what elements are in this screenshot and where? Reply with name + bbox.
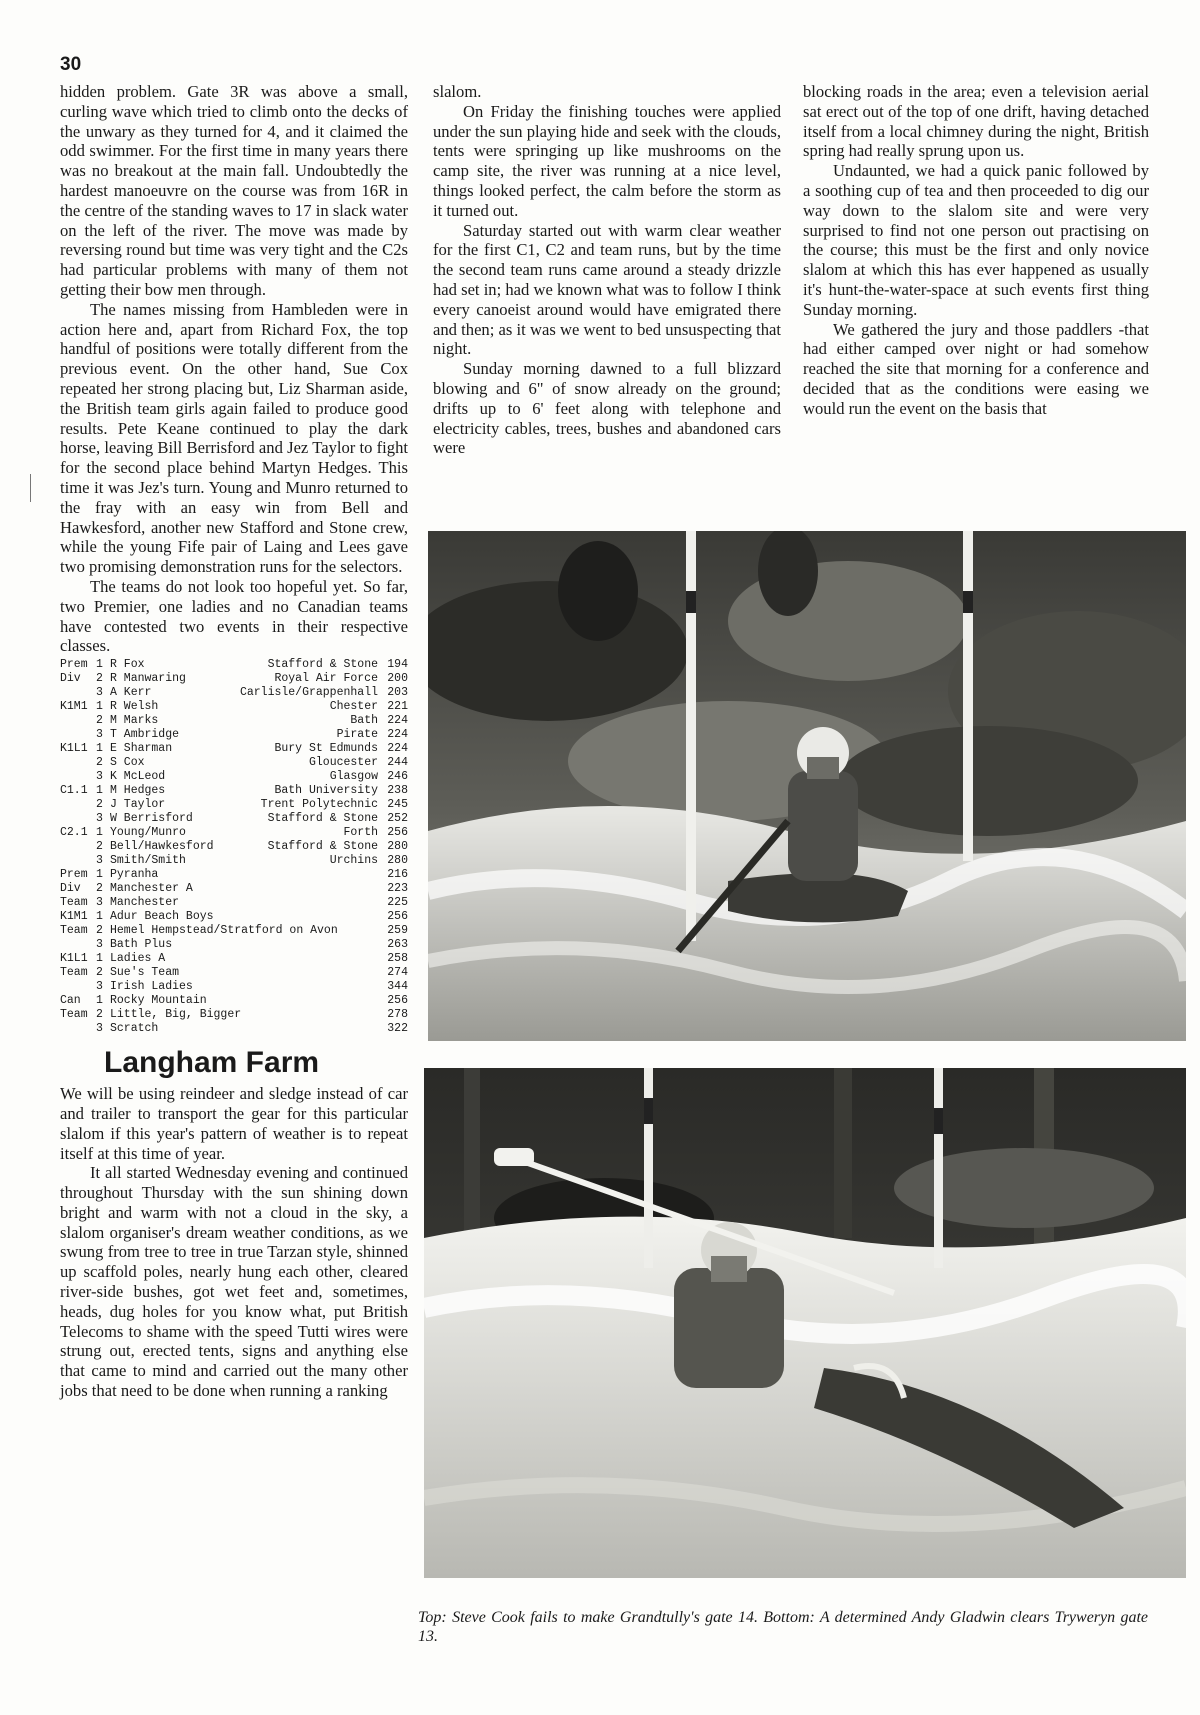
results-club: Chester bbox=[329, 700, 378, 714]
results-class: C1.1 bbox=[60, 784, 88, 798]
results-class bbox=[60, 728, 96, 742]
paragraph: Sunday morning dawned to a full blizzard blowing and 6" of snow already on the ground; drifts up to 6' feet along with telephone and electricity cables, trees, bushes and abandoned cars were bbox=[433, 359, 781, 458]
results-row bbox=[60, 994, 408, 1008]
paragraph: It all started Wednesday evening and continued throughout Thursday with the sun shining down bright and warm with not a cloud in the sky, a slalom organiser's dream weather conditions, as we swung from tree to tree in true Tarzan style, shinned up scaffold poles, nearly hung each other, cleared river-side bushes, got wet feet and, sometimes, heads, dug holes for you know what, put British Telecoms to shame with the speed Tutti wires were strung out, erected tents, signs and anything else that came to mind and carried out the many other jobs that need to be done when running a ranking bbox=[60, 1163, 408, 1401]
results-position: 2 bbox=[96, 1008, 103, 1022]
results-club: Bath University bbox=[274, 784, 378, 798]
article-column-2 bbox=[433, 82, 781, 458]
results-name: W Berrisford bbox=[110, 812, 193, 826]
results-class bbox=[60, 938, 96, 952]
results-name: A Kerr bbox=[110, 686, 152, 700]
results-club: Forth bbox=[343, 826, 378, 840]
results-row bbox=[60, 910, 408, 924]
results-row bbox=[60, 700, 408, 714]
results-position: 1 bbox=[96, 868, 103, 882]
results-position: 3 bbox=[96, 770, 103, 784]
results-name: R Manwaring bbox=[110, 672, 186, 686]
results-name: Little, Big, Bigger bbox=[110, 1008, 242, 1022]
results-position: 1 bbox=[96, 742, 103, 756]
photo-top-canoeist bbox=[428, 531, 1186, 1041]
results-position: 2 bbox=[96, 966, 103, 980]
results-row bbox=[60, 798, 408, 812]
results-row bbox=[60, 938, 408, 952]
results-class: K1L1 bbox=[60, 742, 88, 756]
results-row bbox=[60, 770, 408, 784]
results-score: 238 bbox=[387, 784, 408, 798]
results-position: 1 bbox=[96, 784, 103, 798]
results-class: Div bbox=[60, 672, 81, 686]
results-name: Hemel Hempstead/Stratford on Avon bbox=[110, 924, 338, 938]
results-score: 256 bbox=[387, 826, 408, 840]
results-score: 224 bbox=[387, 742, 408, 756]
results-score: 224 bbox=[387, 714, 408, 728]
results-name: Young/Munro bbox=[110, 826, 186, 840]
results-row bbox=[60, 728, 408, 742]
results-club: Urchins bbox=[329, 854, 378, 868]
results-class: Can bbox=[60, 994, 81, 1008]
results-name: Manchester bbox=[110, 896, 180, 910]
results-position: 3 bbox=[96, 896, 103, 910]
results-score: 246 bbox=[387, 770, 408, 784]
results-score: 256 bbox=[387, 994, 408, 1008]
results-row bbox=[60, 742, 408, 756]
results-class bbox=[60, 686, 96, 700]
results-class bbox=[60, 980, 96, 994]
results-name: R Welsh bbox=[110, 700, 159, 714]
results-score: 224 bbox=[387, 728, 408, 742]
results-club: Pirate bbox=[336, 728, 378, 742]
results-class bbox=[60, 770, 96, 784]
paragraph: hidden problem. Gate 3R was above a small, curling wave which tried to climb onto the decks of the unwary as they turned for 4, and it claimed the odd swimmer. For the first time in many years there was no breakout at the main fall. Undoubtedly the hardest manoeuvre on the course was from 16R in the centre of the standing waves to 17 in slack water on the left of the river. The move was made by reversing round but time was very tight and the C2s had particular problems with many of them not getting their bow men through. bbox=[60, 82, 408, 299]
paragraph: The names missing from Hambleden were in action here and, apart from Richard Fox, the top handful of positions were totally different from the previous event. On the other hand, Sue Cox repeated her strong placing but, Liz Sharman aside, the British team girls again failed to produce good results. Pete Keane continued to play the dark horse, leaving Bill Berrisford and Jez Taylor to fight for the second place behind Martyn Hedges. This time it was Jez's turn. Young and Munro returned to the fray with an easy win from Bell and Hawkesford, another new Stafford and Stone crew, while the young Fife pair of Laing and Lees gave two promising demonstration runs for the selectors. bbox=[60, 299, 408, 577]
scan-mark bbox=[30, 474, 31, 502]
results-name: Bell/Hawkesford bbox=[110, 840, 214, 854]
results-class bbox=[60, 798, 96, 812]
results-position: 3 bbox=[96, 938, 103, 952]
results-score: 203 bbox=[387, 686, 408, 700]
results-class: Prem bbox=[60, 658, 88, 672]
results-club: Royal Air Force bbox=[274, 672, 378, 686]
results-class: Team bbox=[60, 966, 88, 980]
results-name: Rocky Mountain bbox=[110, 994, 207, 1008]
results-position: 1 bbox=[96, 826, 103, 840]
results-score: 344 bbox=[387, 980, 408, 994]
article-column-3 bbox=[803, 82, 1149, 419]
results-name: Scratch bbox=[110, 1022, 159, 1036]
results-row bbox=[60, 784, 408, 798]
results-row bbox=[60, 966, 408, 980]
results-class: Team bbox=[60, 1008, 88, 1022]
results-row bbox=[60, 826, 408, 840]
results-club: Trent Polytechnic bbox=[260, 798, 378, 812]
results-name: Adur Beach Boys bbox=[110, 910, 214, 924]
results-score: 256 bbox=[387, 910, 408, 924]
results-name: Smith/Smith bbox=[110, 854, 186, 868]
results-class bbox=[60, 1022, 96, 1036]
results-row bbox=[60, 1008, 408, 1022]
results-class: Team bbox=[60, 924, 88, 938]
paragraph: slalom. bbox=[433, 82, 482, 101]
results-class bbox=[60, 756, 96, 770]
results-name: S Cox bbox=[110, 756, 145, 770]
section-heading: Langham Farm bbox=[104, 1046, 320, 1080]
results-position: 2 bbox=[96, 924, 103, 938]
results-class: K1M1 bbox=[60, 910, 88, 924]
results-row bbox=[60, 714, 408, 728]
results-score: 263 bbox=[387, 938, 408, 952]
results-name: R Fox bbox=[110, 658, 145, 672]
results-name: M Marks bbox=[110, 714, 159, 728]
results-position: 3 bbox=[96, 854, 103, 868]
results-position: 3 bbox=[96, 812, 103, 826]
results-row bbox=[60, 756, 408, 770]
results-club: Gloucester bbox=[308, 756, 378, 770]
results-score: 258 bbox=[387, 952, 408, 966]
article-column-1 bbox=[60, 82, 408, 1401]
photo-bottom-kayaker bbox=[424, 1068, 1186, 1578]
results-class: Prem bbox=[60, 868, 88, 882]
results-name: Bath Plus bbox=[110, 938, 173, 952]
results-row bbox=[60, 658, 408, 672]
results-row bbox=[60, 896, 408, 910]
results-position: 2 bbox=[96, 798, 103, 812]
results-row bbox=[60, 882, 408, 896]
results-score: 259 bbox=[387, 924, 408, 938]
results-name: E Sharman bbox=[110, 742, 173, 756]
results-score: 245 bbox=[387, 798, 408, 812]
results-name: M Hedges bbox=[110, 784, 166, 798]
paragraph: On Friday the finishing touches were applied under the sun playing hide and seek with the clouds, tents were springing up like mushrooms on the camp site, the river was running at a nice level, things looked perfect, the calm before the storm as it turned out. bbox=[433, 101, 781, 220]
results-class bbox=[60, 854, 96, 868]
results-row bbox=[60, 854, 408, 868]
paragraph: Undaunted, we had a quick panic followed by a soothing cup of tea and then proceeded to dig our way down to the slalom site and were very surprised to find not one person out practising on the course; this must be the first and only novice slalom at which this has ever happened as usually it's hunt-the-water-space at such events first thing Sunday morning. bbox=[803, 161, 1149, 319]
paragraph: We will be using reindeer and sledge instead of car and trailer to transport the gear for this particular slalom if this year's pattern of weather is to repeat itself at this time of year. bbox=[60, 1084, 408, 1163]
results-table bbox=[60, 658, 408, 1036]
results-position: 2 bbox=[96, 882, 103, 896]
results-score: 225 bbox=[387, 896, 408, 910]
results-score: 244 bbox=[387, 756, 408, 770]
results-class: Div bbox=[60, 882, 81, 896]
results-score: 280 bbox=[387, 840, 408, 854]
results-row bbox=[60, 840, 408, 854]
results-class bbox=[60, 714, 96, 728]
results-score: 221 bbox=[387, 700, 408, 714]
results-position: 1 bbox=[96, 910, 103, 924]
results-row bbox=[60, 924, 408, 938]
results-position: 1 bbox=[96, 952, 103, 966]
results-name: T Ambridge bbox=[110, 728, 180, 742]
results-score: 216 bbox=[387, 868, 408, 882]
results-row bbox=[60, 980, 408, 994]
results-name: Pyranha bbox=[110, 868, 159, 882]
results-position: 3 bbox=[96, 686, 103, 700]
results-name: Sue's Team bbox=[110, 966, 180, 980]
results-score: 322 bbox=[387, 1022, 408, 1036]
results-position: 2 bbox=[96, 840, 103, 854]
results-position: 3 bbox=[96, 1022, 103, 1036]
results-position: 2 bbox=[96, 672, 103, 686]
results-club: Bath bbox=[350, 714, 378, 728]
results-position: 1 bbox=[96, 994, 103, 1008]
results-name: Irish Ladies bbox=[110, 980, 193, 994]
results-class bbox=[60, 840, 96, 854]
paragraph: blocking roads in the area; even a television aerial sat erect out of the top of one drift, having detached itself from a local chimney during the night, British spring had really sprung upon us. bbox=[803, 82, 1149, 161]
results-club: Stafford & Stone bbox=[267, 658, 378, 672]
results-position: 3 bbox=[96, 980, 103, 994]
results-score: 280 bbox=[387, 854, 408, 868]
results-name: Ladies A bbox=[110, 952, 166, 966]
results-name: Manchester A bbox=[110, 882, 193, 896]
results-score: 194 bbox=[387, 658, 408, 672]
results-club: Carlisle/Grappenhall bbox=[239, 686, 378, 700]
results-row bbox=[60, 1022, 408, 1036]
results-row bbox=[60, 952, 408, 966]
results-class: K1M1 bbox=[60, 700, 88, 714]
results-name: J Taylor bbox=[110, 798, 166, 812]
results-club: Stafford & Stone bbox=[267, 812, 378, 826]
results-score: 252 bbox=[387, 812, 408, 826]
paragraph: The teams do not look too hopeful yet. So far, two Premier, one ladies and no Canadian teams have contested two events in their respective classes. bbox=[60, 576, 408, 656]
paragraph: We gathered the jury and those paddlers -that had either camped over night or had somehow reached the site that morning for a conference and decided that as the conditions were easing we would run the event on the basis that bbox=[803, 319, 1149, 418]
results-score: 200 bbox=[387, 672, 408, 686]
results-name: K McLeod bbox=[110, 770, 166, 784]
results-score: 278 bbox=[387, 1008, 408, 1022]
results-class: C2.1 bbox=[60, 826, 88, 840]
results-score: 223 bbox=[387, 882, 408, 896]
results-class bbox=[60, 812, 96, 826]
results-row bbox=[60, 686, 408, 700]
results-row bbox=[60, 672, 408, 686]
results-position: 2 bbox=[96, 714, 103, 728]
results-class: K1L1 bbox=[60, 952, 88, 966]
paragraph: Saturday started out with warm clear weather for the first C1, C2 and team runs, but by the time the second team runs came around a steady drizzle had set in; had we known what was to follow I think every canoeist around would have emigrated there and then; as it was we went to bed unsuspecting that night. bbox=[433, 220, 781, 359]
photo-caption: Top: Steve Cook fails to make Grandtully's gate 14. Bottom: A determined Andy Gladwin clears Tryweryn gate 13. bbox=[418, 1609, 1148, 1645]
results-class: Team bbox=[60, 896, 88, 910]
results-position: 1 bbox=[96, 700, 103, 714]
results-position: 2 bbox=[96, 756, 103, 770]
results-row bbox=[60, 812, 408, 826]
results-position: 3 bbox=[96, 728, 103, 742]
results-score: 274 bbox=[387, 966, 408, 980]
results-club: Stafford & Stone bbox=[267, 840, 378, 854]
results-club: Glasgow bbox=[329, 770, 378, 784]
results-club: Bury St Edmunds bbox=[274, 742, 378, 756]
results-row bbox=[60, 868, 408, 882]
page-number: 30 bbox=[60, 54, 82, 75]
results-position: 1 bbox=[96, 658, 103, 672]
